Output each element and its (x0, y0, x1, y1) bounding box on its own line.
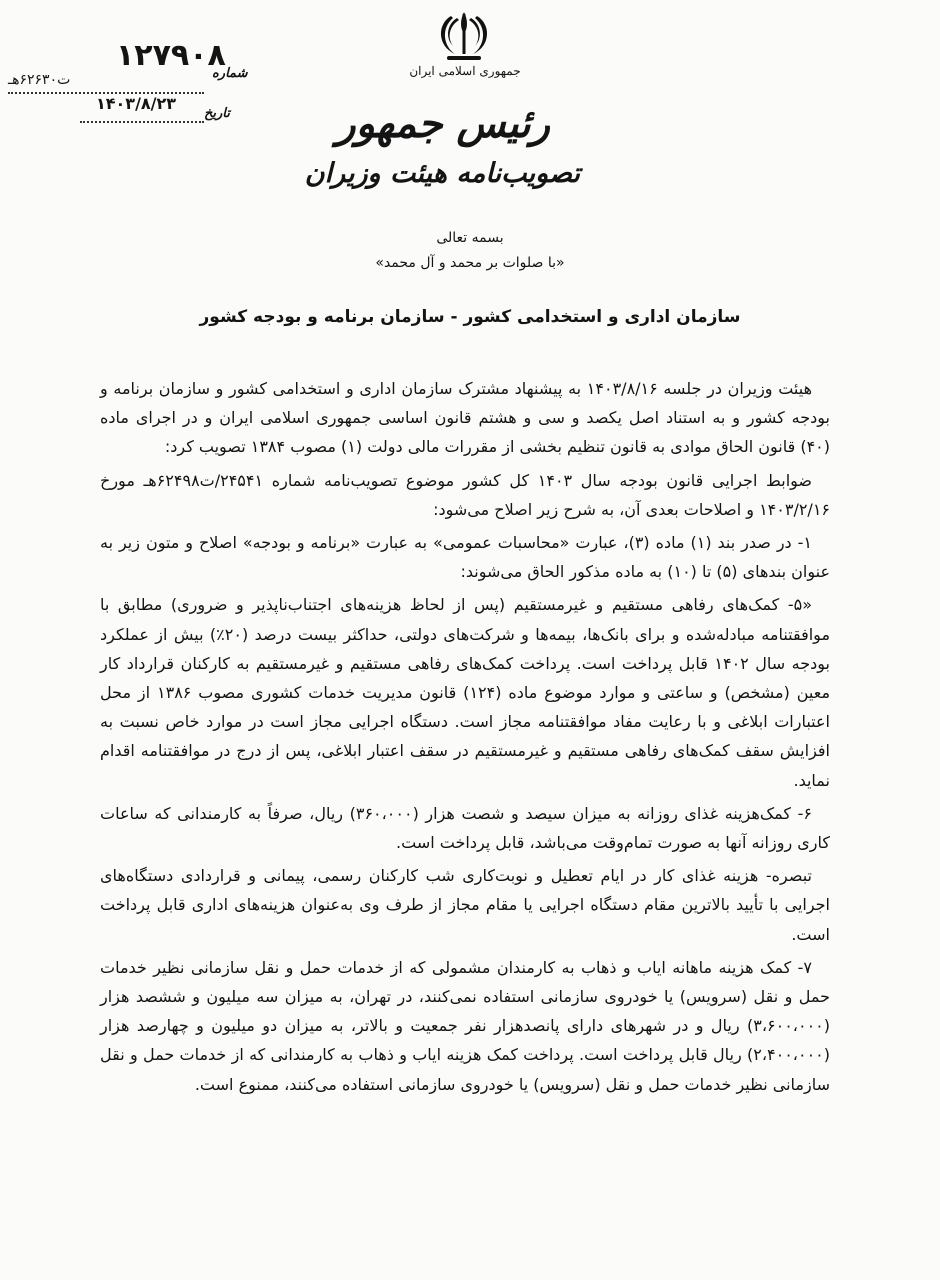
president-title: رئیس جمهور (336, 100, 550, 147)
registration-code: ت‌۶۲۶۳۰هـ (8, 72, 71, 88)
bismillah-line: بسمه تعالی (436, 230, 504, 246)
paragraph-item-5: «۵- کمک‌های رفاهی مستقیم و غیرمستقیم (پس از لحاظ هزینه‌های اجتناب‌ناپذیر و ضروری) مطابق با موافقتنامه مبادله‌شده و برای بانک‌ها، بیمه‌ها و شرکت‌های دولتی، حداکثر بیست درصد (۲۰٪) بیش از عملکرد بودجه سال ۱۴۰۲ قابل پرداخت است. پرداخت کمک‌های رفاهی مستقیم و غیرمستقیم به کارکنان قرارداد کار معین (مشخص) و ساعتی و موارد موضوع ماده (۱۲۴) قانون مدیریت خدمات کشوری مصوب ۱۳۸۶ از محل اعتبارات ابلاغی و با رعایت مفاد موافقتنامه مجاز است. دستگاه اجرایی مجاز است در موارد خاص نسبت به افزایش سقف کمک‌های رفاهی مستقیم و غیرمستقیم در سقف اعتبار ابلاغی، پس از درج در موافقتنامه اقدام نماید. (100, 595, 831, 790)
cabinet-approval-title: تصویب‌نامه هیئت وزیران (304, 158, 580, 189)
registration-date-label: تاریخ (204, 106, 230, 121)
salawat-line: «با صلوات بر محمد و آل محمد» (375, 255, 565, 271)
republic-title: جمهوری اسلامی ایران (409, 64, 521, 78)
registration-date: ۱۴۰۳/۸/۲۳ (96, 94, 177, 113)
registration-number-label: شماره (212, 66, 248, 81)
paragraph-item-7: ۷- کمک هزینه ماهانه ایاب و ذهاب به کارمندان مشمولی که از خدمات حمل و نقل سازمانی نظیر خدمات حمل و نقل (سرویس) یا خودروی سازمانی استفاده نمی‌کنند، در تهران، به میزان سه میلیون و ششصد هزار (۳،۶۰۰،۰۰۰) ریال و در شهرهای دارای پانصدهزار نفر جمعیت و بالاتر، به میزان دو میلیون و چهارصد هزار (۲،۴۰۰،۰۰۰) ریال قابل پرداخت است. پرداخت کمک هزینه ایاب و ذهاب به کارمندانی که از خدمات حمل و نقل سازمانی نظیر خدمات حمل و نقل (سرویس) یا خودروی سازمانی استفاده می‌کنند، ممنوع است. (100, 957, 830, 1094)
paragraph-preamble: هیئت وزیران در جلسه ۱۴۰۳/۸/۱۶ به پیشنهاد مشترک سازمان اداری و استخدامی کشور و سازمان برنامه و بودجه کشور و به استناد اصل یکصد و سی و هشتم قانون اساسی جمهوری اسلامی ایران و در اجرای ماده (۴۰) قانون الحاق موادی به قانون تنظیم بخشی از مقررات مالی دولت (۱) مصوب ۱۳۸۴ تصویب کرد: (100, 379, 830, 457)
decree-body (100, 374, 830, 1099)
paragraph-amendment-intro: ضوابط اجرایی قانون بودجه سال ۱۴۰۳ کل کشور موضوع تصویب‌نامه شماره ۲۴۵۴۱/ت۶۲۴۹۸هـ مورخ ۱۴۰۳/۲/۱۶ و اصلاحات بعدی آن، به شرح زیر اصلاح می‌شود: (100, 470, 830, 519)
paragraph-item-6: ۶- کمک‌هزینه غذای روزانه به میزان سیصد و شصت هزار (۳۶۰،۰۰۰) ریال، صرفاً به کارمندانی که ساعات کاری روزانه آنها به صورت تمام‌وقت می‌باشد، قابل پرداخت است. (100, 803, 830, 853)
registration-number: ۱۲۷۹۰۸ (116, 38, 226, 73)
addressee-heading: سازمان اداری و استخدامی کشور - سازمان برنامه و بودجه کشور (199, 307, 741, 327)
paragraph-item-1: ۱- در صدر بند (۱) ماده (۳)، عبارت «محاسبات عمومی» به عبارت «برنامه و بودجه» اصلاح و متون زیر به عنوان بندهای (۵) تا (۱۰) به ماده مذکور الحاق می‌شوند: (100, 533, 830, 582)
paragraph-note: تبصره- هزینه غذای کار در ایام تعطیل و نوبت‌کاری شب کارکنان رسمی، پیمانی و قراردادی دستگاه‌های اجرایی با تأیید بالاترین مقام دستگاه اجرایی یا مقام مجاز از طرف وی به‌عنوان هزینه‌های اداری قابل پرداخت است. (100, 866, 830, 944)
iran-emblem-icon (433, 8, 495, 66)
date-dotted-line (80, 121, 204, 123)
